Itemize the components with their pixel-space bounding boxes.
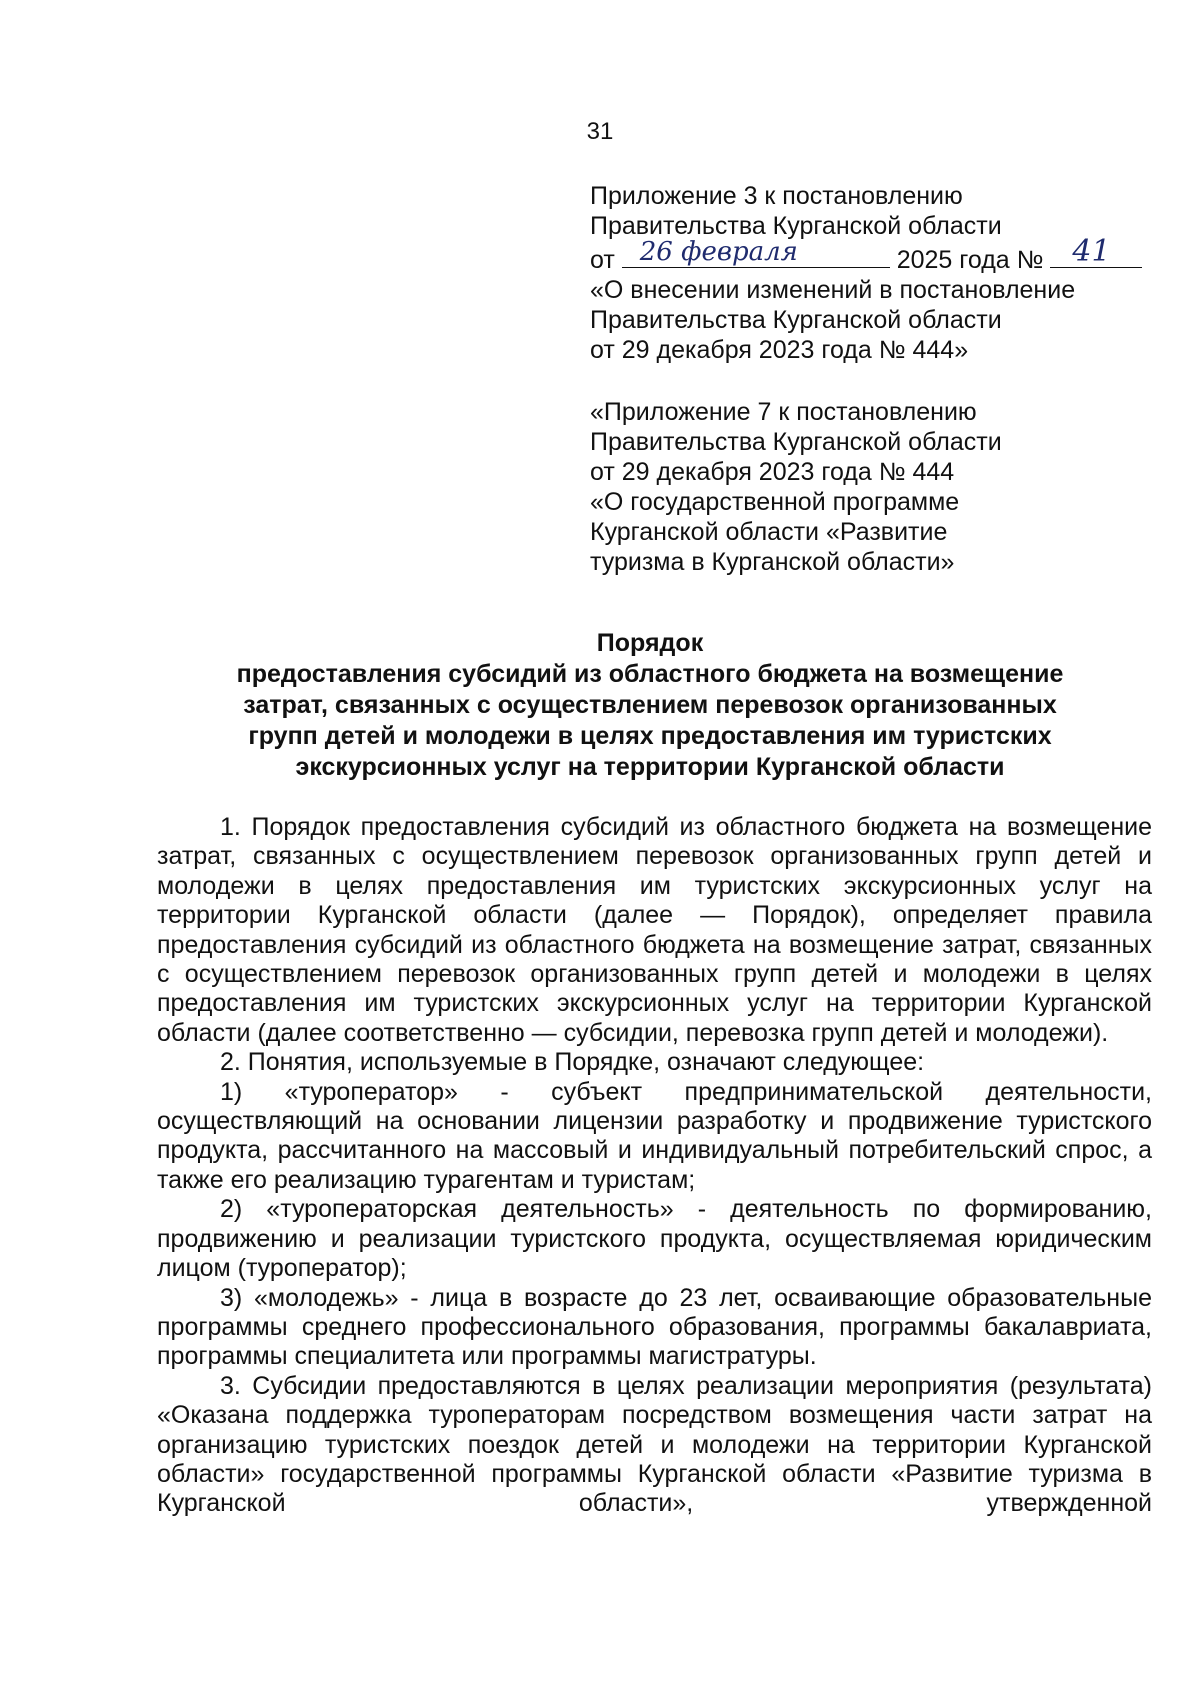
title-line: затрат, связанных с осуществлением перевозок организованных <box>243 691 1057 719</box>
annex-line: Правительства Курганской области <box>590 306 1002 334</box>
annex-line: «О государственной программе <box>590 488 960 516</box>
date-fill-line <box>622 237 890 268</box>
paragraph: 1) «туроператор» - субъект предпринимательской деятельности, осуществляющий на основании лицензии разработку и продвижение туристского продукта, рассчитанного на массовый и индивидуальный потребительский спрос, а также его реализацию турагентам и туристам; <box>157 1077 1152 1194</box>
page-number: 31 <box>586 118 614 145</box>
annex-line: Правительства Курганской области <box>590 212 1002 240</box>
annex-line: Курганской области «Развитие <box>590 518 948 546</box>
document-title <box>150 628 1150 783</box>
document-body <box>157 813 1152 1519</box>
paragraph: 3) «молодежь» - лица в возрасте до 23 лет, осваивающие образовательные программы среднего профессионального образования, программы бакалавриата, программы специалитета или программы магистратуры. <box>157 1283 1152 1371</box>
year-label: 2025 года № <box>896 246 1044 274</box>
title-heading: Порядок <box>596 629 704 657</box>
paragraph: 1. Порядок предоставления субсидий из областного бюджета на возмещение затрат, связанных с осуществлением перевозок организованных групп детей и молодежи в целях предоставления им туристских экскурсионных услуг на территории Курганской области (далее — Порядок), определяет правила предоставления субсидий из областного бюджета на возмещение затрат, связанных с осуществлением перевозок организованных групп детей и молодежи в целях предоставления им туристских экскурсионных услуг на территории Курганской области (далее соответственно — субсидии, перевозка групп детей и молодежи). <box>157 813 1152 1047</box>
paragraph: 3. Субсидии предоставляются в целях реализации мероприятия (результата) «Оказана поддержка туроператорам посредством возмещения части затрат на организацию туристских поездок детей и молодежи на территории Курганской области» государственной программы Курганской области «Развитие туризма в Курганской области», утвержденной <box>157 1371 1152 1518</box>
annex-line: туризма в Курганской области» <box>590 548 955 576</box>
annex-line: «Приложение 7 к постановлению <box>590 398 977 426</box>
title-line: предоставления субсидий из областного бюджета на возмещение <box>236 660 1064 688</box>
date-prefix: от <box>590 246 615 274</box>
title-line: групп детей и молодежи в целях предоставления им туристских <box>248 722 1052 750</box>
handwritten-date: 26 февраля <box>639 237 798 267</box>
annex-date-line <box>590 234 1150 275</box>
handwritten-number: 41 <box>1072 234 1111 269</box>
annex-line: «О внесении изменений в постановление <box>590 276 1076 304</box>
paragraph: 2. Понятия, используемые в Порядке, означают следующее: <box>220 1048 925 1077</box>
title-line: экскурсионных услуг на территории Курганской области <box>295 753 1005 781</box>
number-fill-line <box>1050 234 1142 269</box>
annex-header <box>590 181 1150 365</box>
annex-line: от 29 декабря 2023 года № 444 <box>590 458 955 486</box>
annex-line: от 29 декабря 2023 года № 444» <box>590 336 969 364</box>
annex-line: Правительства Курганской области <box>590 428 1002 456</box>
paragraph: 2) «туроператорская деятельность» - деятельность по формированию, продвижению и реализации туристского продукта, осуществляемая юридическим лицом (туроператор); <box>157 1195 1152 1283</box>
annex-7-header <box>590 397 1150 577</box>
annex-line: Приложение 3 к постановлению <box>590 182 963 210</box>
